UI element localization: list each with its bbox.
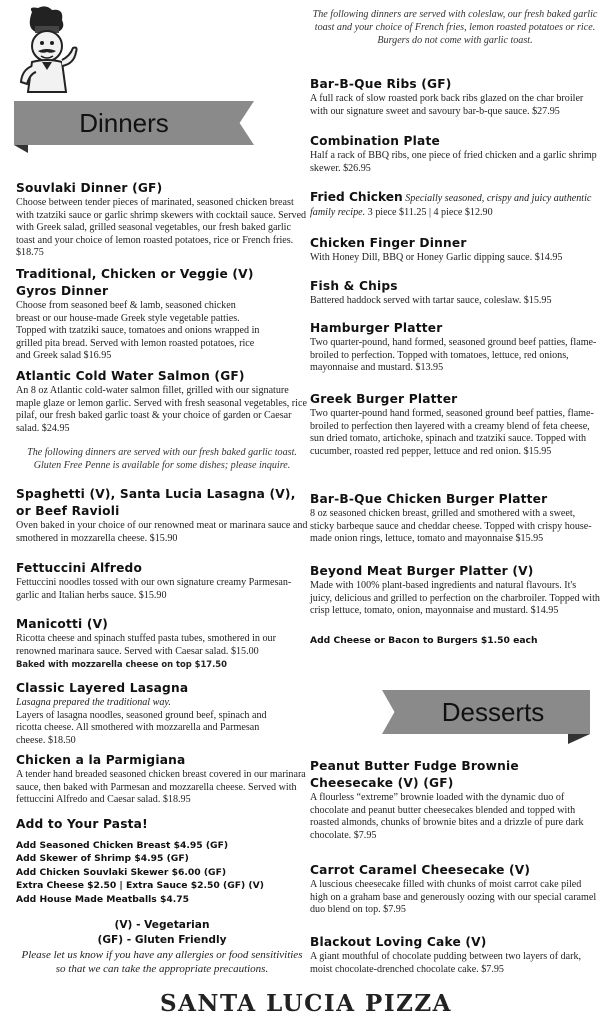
item-name: Atlantic Cold Water Salmon (GF) xyxy=(16,369,245,383)
item-extra: Baked with mozzarella cheese on top $17.50 xyxy=(16,659,227,670)
item-subtitle: Lasagna prepared the traditional way. xyxy=(16,697,171,708)
item-name: Classic Layered Lasagna xyxy=(16,681,189,695)
list-item: Add Chicken Souvlaki Skewer $6.00 (GF) xyxy=(16,866,227,878)
menu-item-parmigiana xyxy=(16,752,308,807)
item-name: Fettuccini Alfredo xyxy=(16,561,143,575)
legend-vegetarian: (V) - Vegetarian xyxy=(114,919,210,931)
add-cheese-text: Add Cheese or Bacon to Burgers $1.50 each xyxy=(310,635,538,646)
menu-item-salmon xyxy=(16,368,308,435)
add-to-pasta-section xyxy=(16,816,308,906)
item-desc: Half a rack of BBQ ribs, one piece of fried chicken and a garlic shrimp skewer. $26.95 xyxy=(310,150,597,174)
menu-item-souvlaki xyxy=(16,180,308,260)
item-desc: A full rack of slow roasted pork back ribs glazed on the char broiler with our signature sweet and savoury bar-b-que sauce. $27.95 xyxy=(310,93,584,117)
item-desc: A flourless “extreme” brownie loaded with the dynamic duo of chocolate and peanut butter cheesecakes blended and topped with roasted almonds, chunks of brownie bites and a drizzle of pure dark chocolate. $7.95 xyxy=(310,792,584,841)
chef-mascot-logo xyxy=(18,6,80,94)
item-name: Beyond Meat Burger Platter (V) xyxy=(310,564,534,578)
item-name: Bar-B-Que Ribs (GF) xyxy=(310,77,452,91)
item-name: Chicken Finger Dinner xyxy=(310,236,467,250)
menu-item-fettuccini xyxy=(16,560,308,602)
menu-item-lasagna xyxy=(16,680,296,747)
item-desc: Oven baked in your choice of our renowned meat or marinara sauce and smothered in mozzarella cheese. $15.90 xyxy=(16,520,308,544)
dinners-banner xyxy=(14,101,254,145)
item-subtitle: Specially seasoned, crispy and juicy authentic family recipe. xyxy=(310,193,592,218)
item-name: Fish & Chips xyxy=(310,279,398,293)
desserts-banner xyxy=(382,690,590,734)
legend-gluten-friendly: (GF) - Gluten Friendly xyxy=(97,933,227,946)
item-desc: Choose from seasoned beef & lamb, seasoned chicken breast or our house-made Greek style vegetable patties. Topped with tzatziki sauce, tomatoes and onions wrapped in grilled pita bread. Served with lemon roasted potatoes, rice and Greek salad $16.95 xyxy=(16,300,260,362)
menu-item-fish-chips xyxy=(310,278,600,308)
dietary-legend xyxy=(16,918,308,976)
desserts-title: Desserts xyxy=(441,697,545,727)
menu-item-beyond-burger xyxy=(310,563,600,618)
item-desc: Battered haddock served with tartar sauce, coleslaw. $15.95 xyxy=(310,295,552,306)
item-desc: With Honey Dill, BBQ or Honey Garlic dipping sauce. $14.95 xyxy=(310,252,563,263)
item-desc: A luscious cheesecake filled with chunks of moist carrot cake piled high on a graham base and generously oozing with our special caramel duo blend on top. $7.95 xyxy=(310,879,597,916)
menu-item-gyros xyxy=(16,266,286,363)
item-name: Hamburger Platter xyxy=(310,321,443,335)
item-desc: Layers of lasagna noodles, seasoned ground beef, spinach and ricotta cheese. All smothered with mozzarella and Parmesan cheese. $18.50 xyxy=(16,709,267,746)
item-name: Peanut Butter Fudge Brownie Cheesecake (V) (GF) xyxy=(310,759,519,790)
menu-item-chicken-finger xyxy=(310,235,600,265)
item-name: Spaghetti (V), Santa Lucia Lasagna (V), or Beef Ravioli xyxy=(16,487,296,518)
menu-item-bbq-chicken-burger xyxy=(310,491,600,546)
intro-note: The following dinners are served with coleslaw, our fresh baked garlic toast and your choice of French fries, lemon roasted potatoes or rice. Burgers do not come with garlic toast. xyxy=(312,9,598,46)
item-name: Fried Chicken xyxy=(310,190,403,204)
add-to-pasta-title: Add to Your Pasta! xyxy=(16,817,148,831)
item-name: Greek Burger Platter xyxy=(310,392,458,406)
item-name: Souvlaki Dinner (GF) xyxy=(16,181,163,195)
restaurant-name-footer: SANTA LUCIA PIZZA xyxy=(159,990,453,1017)
item-desc: Fettuccini noodles tossed with our own signature creamy Parmesan-garlic and Italian herbs sauce. $15.90 xyxy=(16,577,292,601)
item-name: Traditional, Chicken or Veggie (V) Gyros Dinner xyxy=(16,267,254,298)
dessert-item-carrot-cheesecake xyxy=(310,862,600,917)
item-desc: Ricotta cheese and spinach stuffed pasta tubes, smothered in our renowned marinara sauce. Served with Caesar salad. $15.00 xyxy=(16,633,276,657)
item-desc: A giant mouthful of chocolate pudding between two layers of dark, moist chocolate-drenched chocolate cake. $7.95 xyxy=(310,951,582,975)
list-item: Add Skewer of Shrimp $4.95 (GF) xyxy=(16,853,189,865)
item-name: Combination Plate xyxy=(310,134,440,148)
menu-item-hamburger xyxy=(310,320,600,375)
item-desc: A tender hand breaded seasoned chicken breast covered in our marinara sauce, then baked with Parmesan and mozzarella cheese. Served with fettuccini Alfredo and Caesar salad. $18.95 xyxy=(16,769,306,806)
item-desc: An 8 oz Atlantic cold-water salmon fillet, grilled with our signature maple glaze or lemon garlic. Served with fresh seasonal vegetables, rice pilaf, our fresh baked garlic toast & your choice of garden or Caesar salad. $24.95 xyxy=(16,385,307,434)
dessert-item-brownie-cheesecake xyxy=(310,758,600,842)
item-desc: Two quarter-pound, hand formed, seasoned ground beef patties, flame-broiled to perfection. Topped with tomatoes, lettuce, red onions, mayonnaise and mustard. $13.95 xyxy=(310,337,597,374)
item-desc: 8 oz seasoned chicken breast, grilled and smothered with a sweet, sticky barbeque sauce and cheddar cheese. Topped with crispy house-made onion rings, lettuce, tomato and mayonnaise $15.95 xyxy=(310,508,592,545)
menu-item-ribs xyxy=(310,76,600,118)
add-to-pasta-list xyxy=(16,839,308,906)
item-desc: Choose between tender pieces of marinated, seasoned chicken breast with tzatziki sauce or garlic shrimp skewers with cocktail sauce. Served with Greek salad, grilled seasonal vegetables, our fresh baked garlic toast and your choice of lemon roasted potatoes, rice or French fries. $18.75 xyxy=(16,197,307,259)
item-desc: Made with 100% plant-based ingredients and natural flavours. It's juicy, delicious and grilled to perfection on the charbroiler. Topped with crisp lettuce, tomato, onion, mayonnaise and mustard. $14.95 xyxy=(310,580,600,617)
list-item: Extra Cheese $2.50 | Extra Sauce $2.50 (GF) (V) xyxy=(16,880,264,892)
item-name: Bar-B-Que Chicken Burger Platter xyxy=(310,492,548,506)
dessert-item-blackout-cake xyxy=(310,934,600,976)
menu-item-spaghetti xyxy=(16,486,308,545)
dinners-title: Dinners xyxy=(79,108,169,138)
menu-item-combination xyxy=(310,133,600,175)
menu-item-manicotti xyxy=(16,616,308,672)
menu-item-fried-chicken xyxy=(310,190,600,220)
list-item: Add House Made Meatballs $4.75 xyxy=(16,893,190,905)
item-name: Manicotti (V) xyxy=(16,617,109,631)
pasta-note: The following dinners are served with our fresh baked garlic toast. Gluten Free Penne is available for some dishes; please inquire. xyxy=(27,447,297,471)
item-name: Blackout Loving Cake (V) xyxy=(310,935,487,949)
menu-item-greek-burger xyxy=(310,391,600,458)
list-item: Add Seasoned Chicken Breast $4.95 (GF) xyxy=(16,840,229,851)
add-cheese-note xyxy=(310,634,600,647)
item-price: 3 piece $11.25 | 4 piece $12.90 xyxy=(367,207,493,218)
item-name: Chicken a la Parmigiana xyxy=(16,753,186,767)
item-name: Carrot Caramel Cheesecake (V) xyxy=(310,863,531,877)
allergy-note: Please let us know if you have any allergies or food sensitivities so that we can take the appropriate precautions. xyxy=(21,949,303,975)
item-desc: Two quarter-pound hand formed, seasoned ground beef patties, flame-broiled to perfection then layered with a creamy blend of feta cheese, sun dried tomato, artichoke, spinach and tzatziki sauce. Topped with cucumber, roasted red pepper, lettuce and red onion. $15.95 xyxy=(310,408,594,457)
